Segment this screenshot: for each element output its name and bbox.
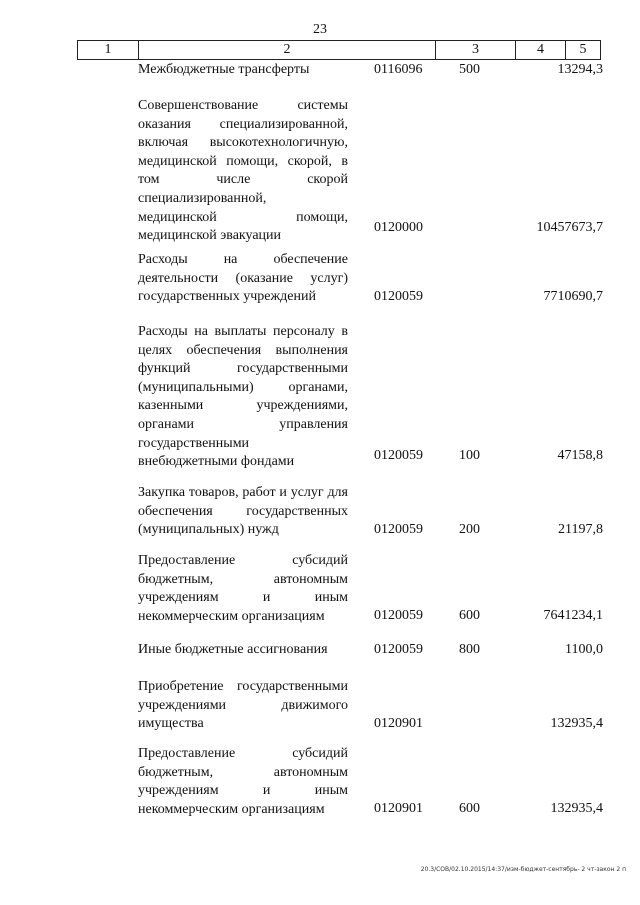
footer-file-stamp: 20.3/СОВ/02.10.2015/14:37/изм-бюджет-сентябрь- 2 чт-закон 2 п <box>420 866 626 873</box>
table-row <box>138 323 603 470</box>
row-description: Иные бюджетные ассигнования <box>138 642 328 657</box>
table-row <box>138 552 603 626</box>
row-code: 0116096 <box>374 62 423 78</box>
row-type: 200 <box>459 522 480 538</box>
row-type: 600 <box>459 608 480 624</box>
table-row <box>138 678 603 734</box>
row-amount: 132935,4 <box>550 801 603 817</box>
row-code: 0120059 <box>374 522 423 538</box>
row-amount: 1100,0 <box>565 642 603 658</box>
row-description: Предоставление субсидий бюджетным, автономным учреждениям и иным некоммерческим организациям <box>138 746 348 817</box>
row-amount: 21197,8 <box>558 522 603 538</box>
table-row <box>138 251 603 307</box>
row-amount: 132935,4 <box>550 716 603 732</box>
row-type: 800 <box>459 642 480 658</box>
row-type: 500 <box>459 62 480 78</box>
table-row <box>138 97 603 244</box>
table-row <box>138 745 603 819</box>
header-col-4: 4 <box>516 41 566 59</box>
row-description: Расходы на обеспечение деятельности (оказание услуг) государственных учреждений <box>138 252 348 305</box>
table-row <box>138 61 603 80</box>
row-description: Приобретение государственными учреждениями движимого имущества <box>138 679 348 732</box>
row-amount: 7641234,1 <box>543 608 603 624</box>
header-col-1: 1 <box>78 41 139 59</box>
row-code: 0120059 <box>374 289 423 305</box>
page-number: 23 <box>313 22 327 37</box>
table-row <box>138 641 603 660</box>
row-description: Предоставление субсидий бюджетным, автономным учреждениям и иным некоммерческим организациям <box>138 553 348 624</box>
row-type: 100 <box>459 448 480 464</box>
row-description: Расходы на выплаты персоналу в целях обеспечения выполнения функций государственными (муниципальными) органами, казенными учреждениями, органами управления государственными внебюджетными фондами <box>138 324 348 470</box>
row-type: 600 <box>459 801 480 817</box>
row-amount: 13294,3 <box>557 62 603 78</box>
row-amount: 10457673,7 <box>536 220 603 236</box>
row-code: 0120901 <box>374 801 423 817</box>
row-code: 0120901 <box>374 716 423 732</box>
row-amount: 47158,8 <box>557 448 603 464</box>
row-code: 0120000 <box>374 220 423 236</box>
row-code: 0120059 <box>374 642 423 658</box>
header-col-3: 3 <box>436 41 516 59</box>
row-description: Совершенствование системы оказания специализированной, включая высокотехнологичную, медицинской помощи, скорой, в том числе скорой специализированной, медицинской помощи, медицинской эвакуации <box>138 98 348 244</box>
table-row <box>138 484 603 540</box>
row-description: Закупка товаров, работ и услуг для обеспечения государственных (муниципальных) нужд <box>138 485 348 538</box>
table-header <box>77 40 601 60</box>
row-amount: 7710690,7 <box>543 289 603 305</box>
header-col-5: 5 <box>579 42 587 57</box>
row-code: 0120059 <box>374 448 423 464</box>
header-col-2: 2 <box>139 41 436 59</box>
row-code: 0120059 <box>374 608 423 624</box>
row-description: Межбюджетные трансферты <box>138 62 310 77</box>
